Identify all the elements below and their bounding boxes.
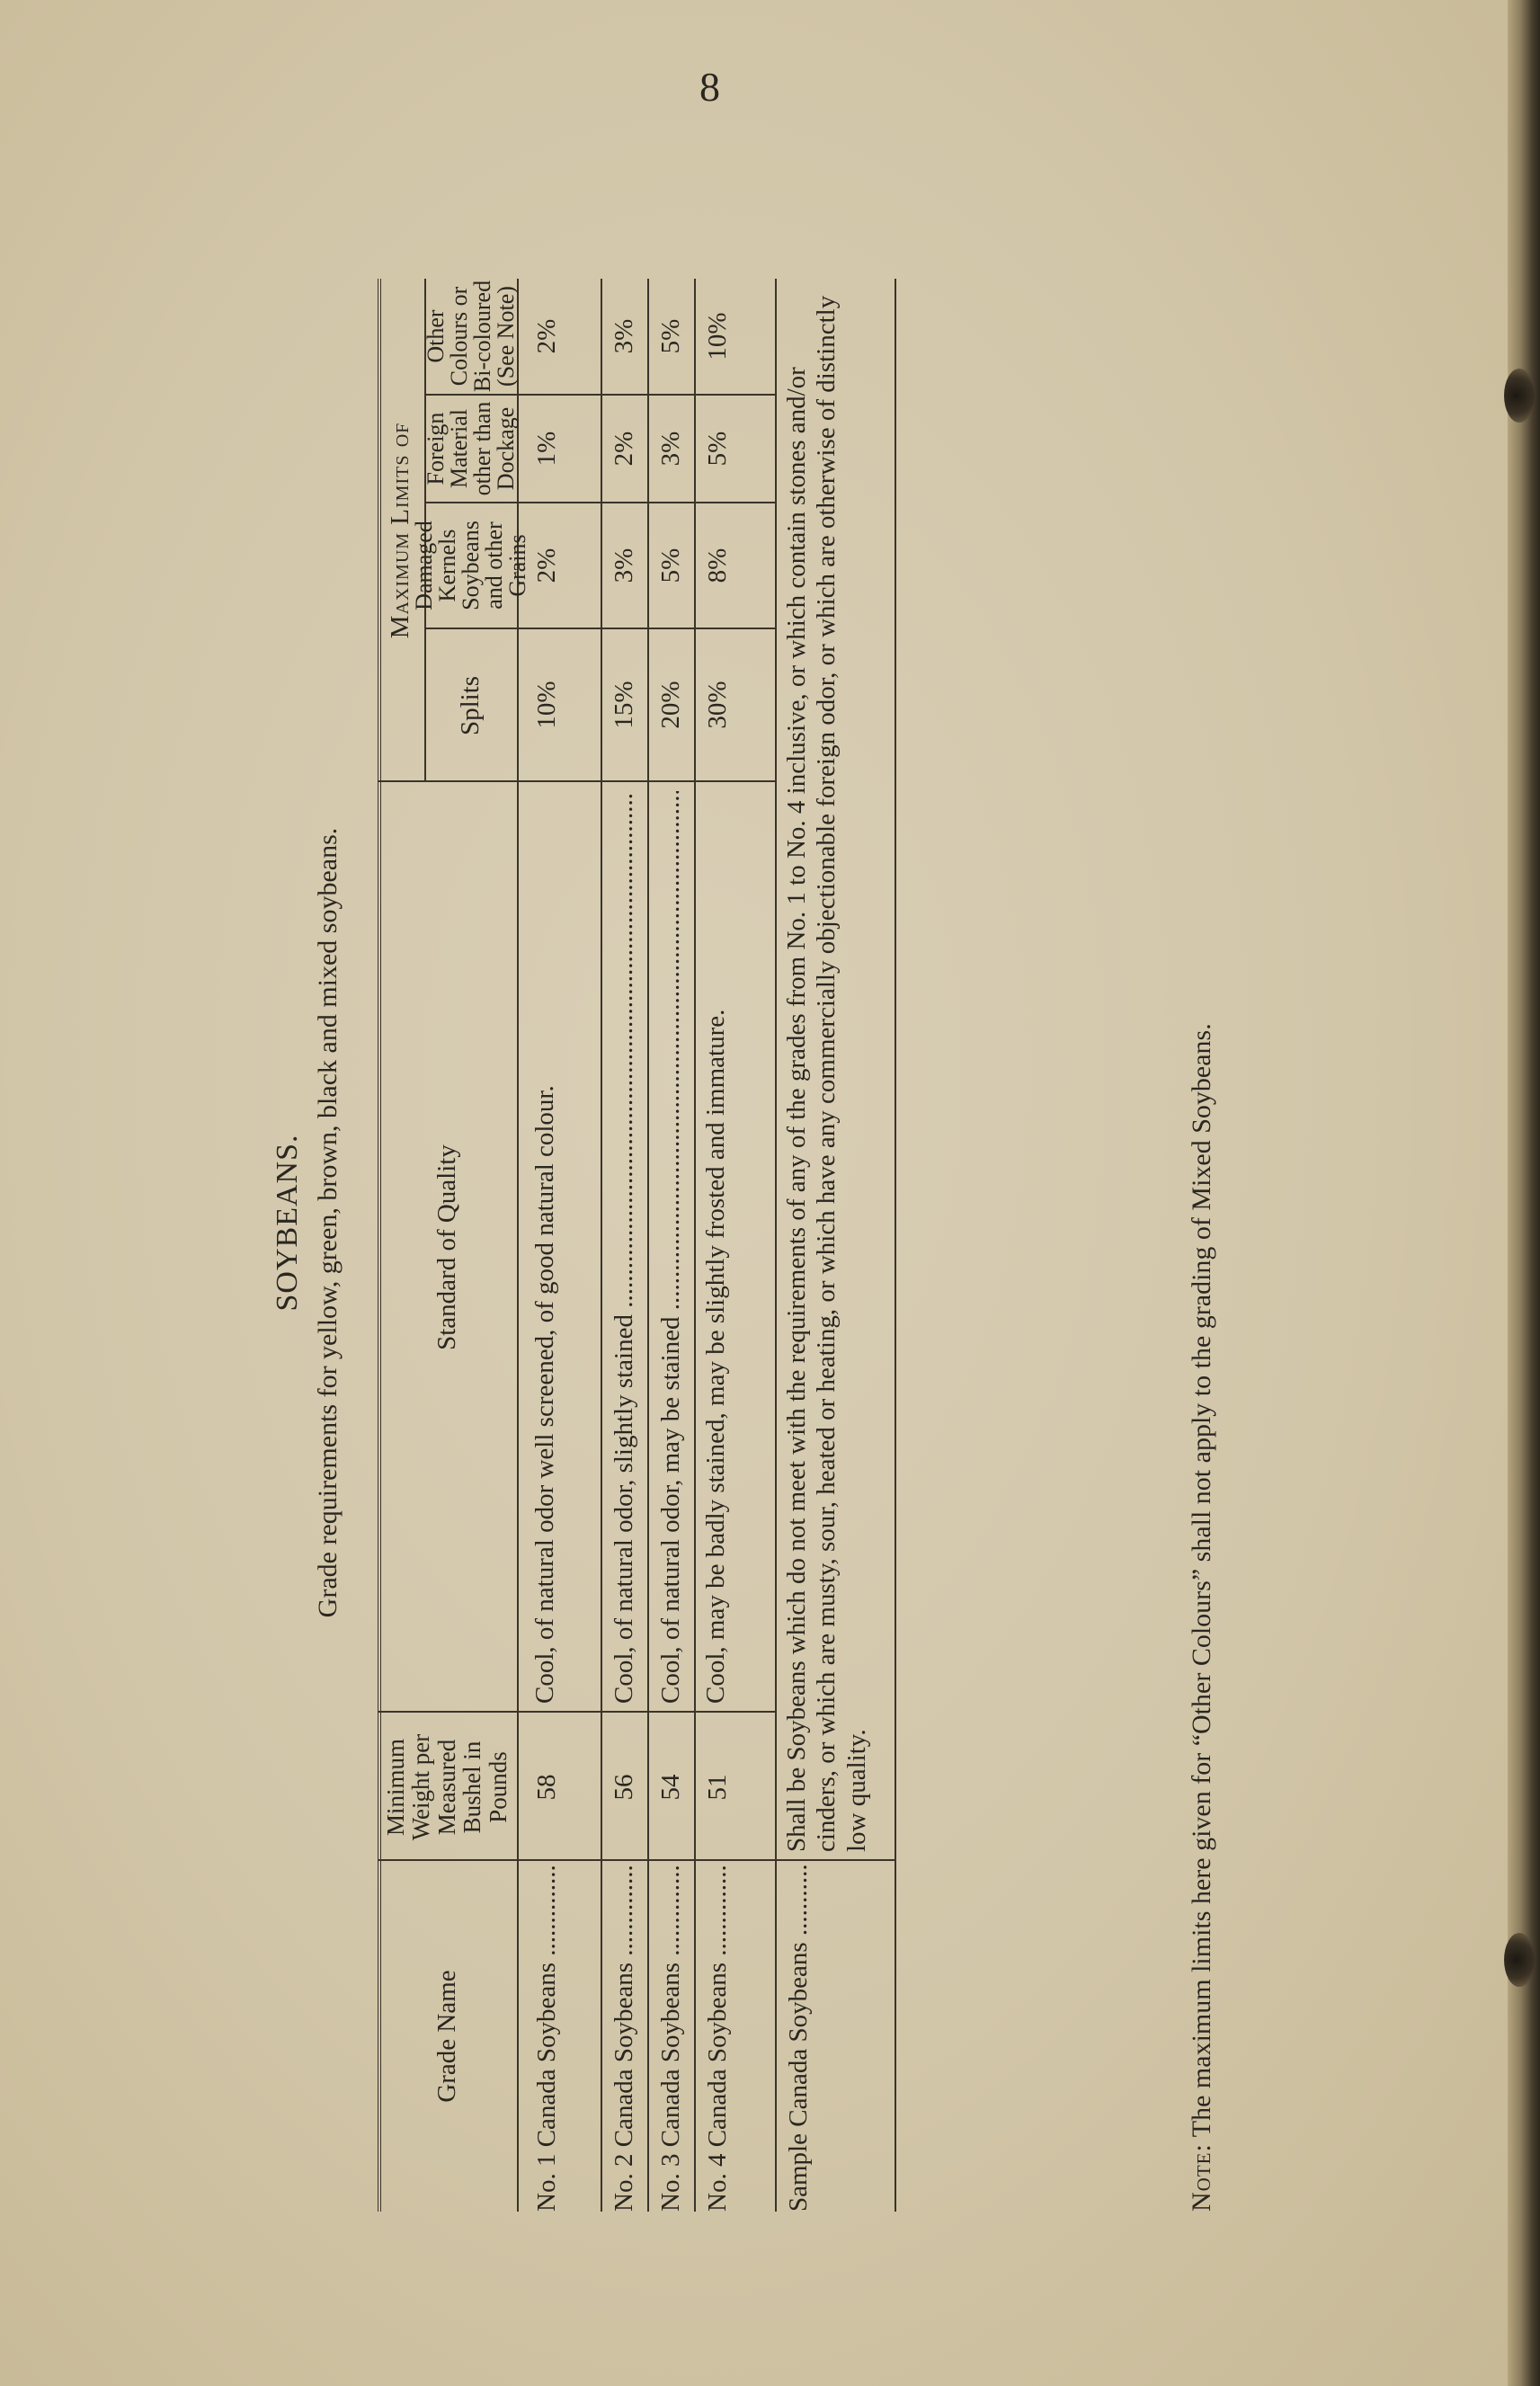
row-1-grade-name: No. 1 Canada Soybeans ..... — [532, 1865, 562, 2212]
row-3-standard: Cool, of natural odor, may be stained ..... — [656, 791, 686, 1704]
row-2-foreign: 2% — [610, 431, 638, 467]
row-rule — [601, 279, 602, 2212]
row-1-splits: 10% — [532, 681, 561, 729]
header-foreign-material: Foreign Material other than Dockage — [423, 401, 519, 496]
header-other-colours: Other Colours or Bi-coloured (See Note) — [423, 280, 519, 393]
grade-requirements-table — [378, 279, 1079, 2212]
header-splits: Splits — [456, 675, 485, 736]
row-4-damaged: 8% — [703, 548, 732, 583]
row-3-splits: 20% — [656, 681, 685, 729]
row-2-grade-name: No. 2 Canada Soybeans ..... — [610, 1865, 639, 2212]
row-rule — [775, 279, 777, 2212]
row-2-weight: 56 — [610, 1774, 638, 1801]
row-3-damaged: 5% — [656, 548, 685, 583]
row-2-damaged: 3% — [610, 548, 638, 583]
row-4-splits: 30% — [703, 681, 732, 729]
row-3-weight: 54 — [656, 1774, 685, 1801]
row-1-standard: Cool, of natural odor well screened, of good natural colour. — [530, 1085, 559, 1704]
row-2-standard: Cool, of natural odor, slightly stained ..... — [610, 791, 639, 1704]
note-text: The maximum limits here given for “Other Colours” shall not apply to the grading of Mixed Soybeans. — [1187, 1023, 1216, 2138]
row-rule — [694, 279, 696, 2212]
row-3-foreign: 3% — [656, 431, 685, 467]
row-3-other-colours: 5% — [656, 318, 685, 354]
row-4-other-colours: 10% — [703, 312, 732, 361]
row-1-foreign: 1% — [532, 431, 561, 467]
binding-hole — [1504, 369, 1535, 423]
header-grade-name: Grade Name — [432, 1970, 461, 2103]
header-min-weight: Minimum Weight per Measured Bushel in Pounds — [382, 1733, 512, 1841]
row-4-weight: 51 — [703, 1774, 732, 1801]
header-standard-of-quality: Standard of Quality — [432, 1144, 461, 1350]
row-4-foreign: 5% — [703, 431, 732, 467]
row-4-standard: Cool, may be badly stained, may be slightly frosted and immature. — [701, 1009, 730, 1704]
footnote — [1187, 279, 1218, 2212]
note-label: Note: — [1187, 2143, 1216, 2212]
page-title: SOYBEANS. — [271, 1134, 304, 1312]
table-bottom-rule — [895, 279, 896, 2212]
row-2-splits: 15% — [610, 681, 638, 729]
row-1-other-colours: 2% — [532, 318, 561, 354]
rotated-page-content — [270, 144, 1216, 2301]
row-rule — [647, 279, 649, 2212]
page-number: 8 — [699, 64, 720, 110]
row-1-weight: 58 — [532, 1774, 561, 1801]
header-damaged-kernels: Damaged Kernels Soybeans and other Grains — [411, 521, 530, 610]
row-3-grade-name: No. 3 Canada Soybeans ..... — [656, 1865, 686, 2212]
sample-grade-description: Shall be Soybeans which do not meet with the requirements of any of the grades from No. 1 to No. 4 inclusive, or which contain stones and/or cinders, or which are musty, sour, heated or heating, or which have any commercially objectionable foreign odor, or which are otherwise of distinctly low quality. — [782, 295, 871, 1852]
binding-hole — [1504, 1933, 1535, 1987]
row-4-grade-name: No. 4 Canada Soybeans ..... — [703, 1865, 733, 2212]
page-binding-edge — [1508, 0, 1540, 2386]
header-maximum-limits: Maximum Limits of — [386, 422, 415, 639]
row-2-other-colours: 3% — [610, 318, 638, 354]
sample-grade-name: Sample Canada Soybeans ..... — [784, 1865, 814, 2212]
page-subtitle: Grade requirements for yellow, green, brown, black and mixed soybeans. — [313, 827, 343, 1618]
row-1-damaged: 2% — [532, 548, 561, 583]
